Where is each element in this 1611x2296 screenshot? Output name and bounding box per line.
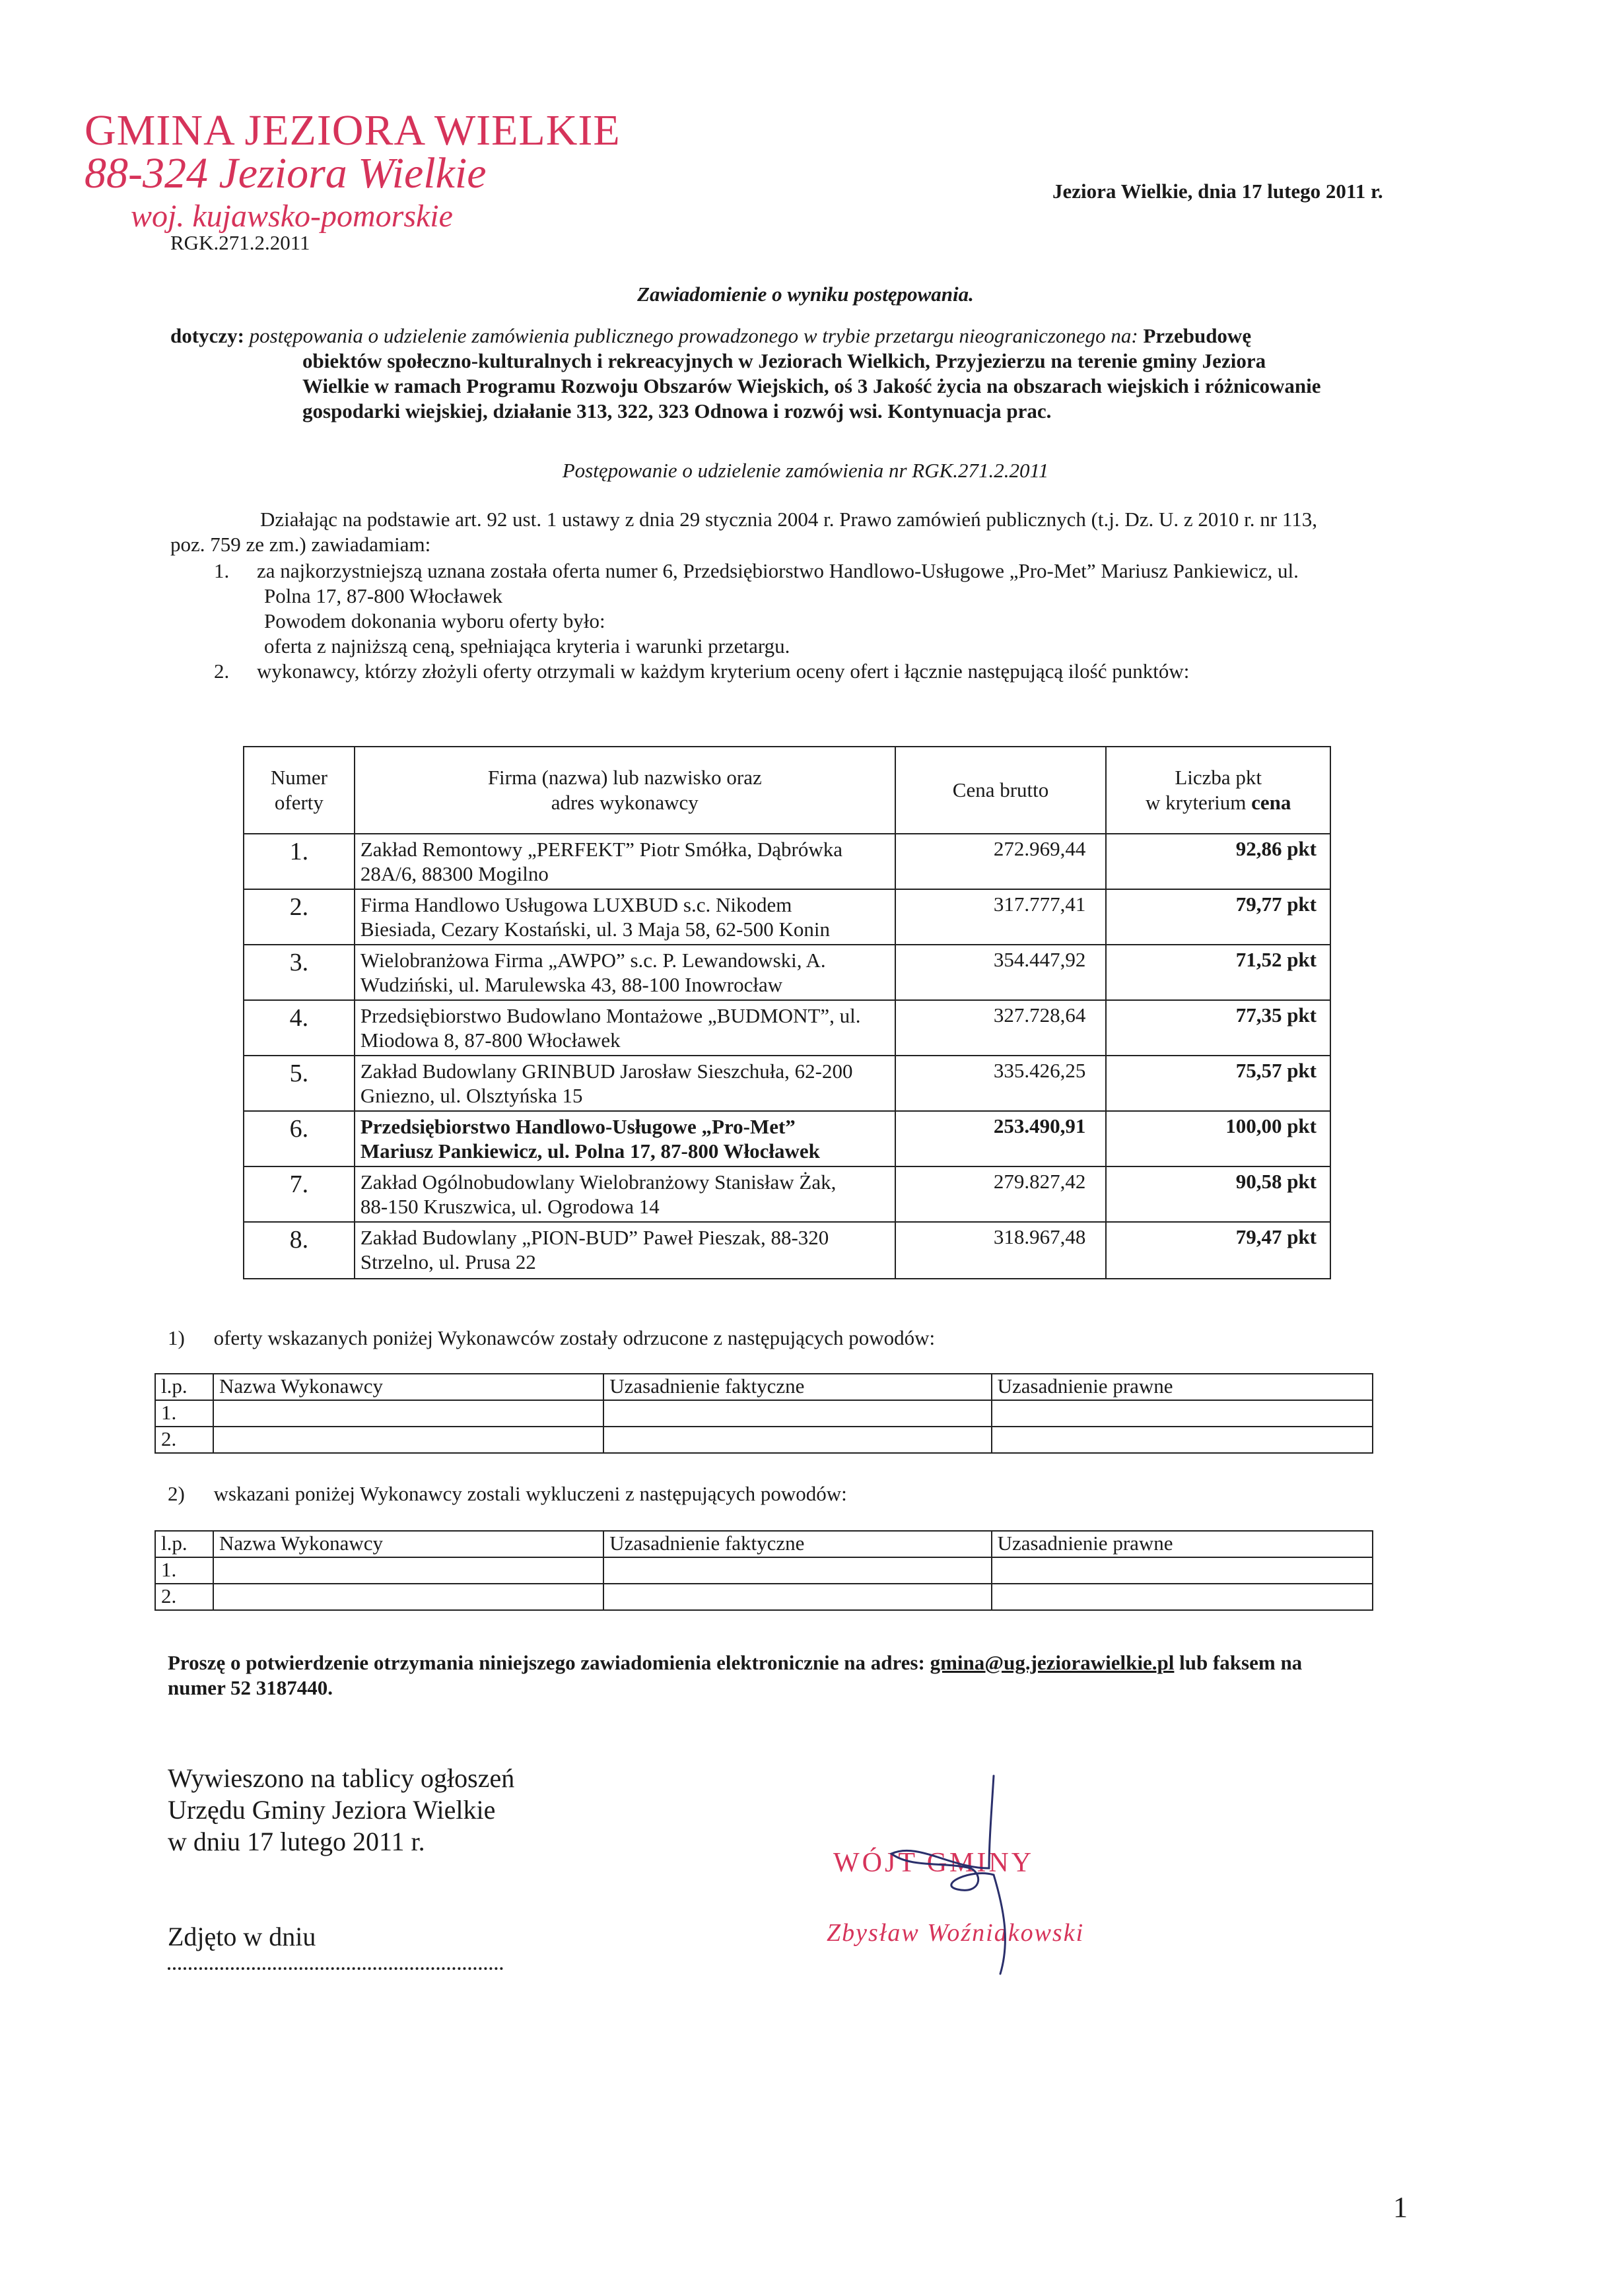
legal-basis-line2: poz. 759 ze zm.) zawiadamiam: xyxy=(170,533,431,556)
legal-basis xyxy=(170,507,1425,557)
stamp-voivodeship: woj. kujawsko-pomorskie xyxy=(131,199,453,234)
offer-firm: Zakład Budowlany „PION-BUD” Paweł Pieszak, 88-320 Strzelno, ul. Prusa 22 xyxy=(355,1222,895,1279)
offer-price: 253.490,91 xyxy=(895,1111,1107,1166)
place-date: Jeziora Wielkie, dnia 17 lutego 2011 r. xyxy=(1052,180,1383,203)
legal-basis-line1: Działając na podstawie art. 92 ust. 1 ustawy z dnia 29 stycznia 2004 r. Prawo zamówień publicznych (t.j. Dz. U. z 2010 r. nr 113, xyxy=(260,508,1317,531)
regarding-line1-tail: Przebudowę xyxy=(1143,324,1252,347)
posted-line2: Urzędu Gminy Jeziora Wielkie xyxy=(168,1795,496,1825)
header-name: Nazwa Wykonawcy xyxy=(213,1374,603,1400)
table-row xyxy=(155,1427,1373,1453)
signature-name: Zbysław Woźniakowski xyxy=(827,1919,1085,1947)
table-row xyxy=(244,1056,1330,1111)
header-lp: l.p. xyxy=(155,1374,213,1400)
offer-price: 318.967,48 xyxy=(895,1222,1107,1279)
excluded-header-row xyxy=(155,1531,1373,1557)
table-row-winner xyxy=(244,1111,1330,1166)
point-2-line1: wykonawcy, którzy złożyli oferty otrzymali w każdym kryterium oceny ofert i łącznie następującą ilość punktów: xyxy=(257,659,1190,683)
offer-number: 5. xyxy=(244,1056,355,1111)
point-1 xyxy=(214,558,1402,684)
page-number: 1 xyxy=(1393,2191,1408,2223)
rejected-header-row xyxy=(155,1374,1373,1400)
offer-firm: Zakład Budowlany GRINBUD Jarosław Sieszchuła, 62-200 Gniezno, ul. Olsztyńska 15 xyxy=(355,1056,895,1111)
removed-label: Zdjęto w dniu xyxy=(168,1922,316,1951)
offer-number: 1. xyxy=(244,834,355,889)
offer-firm: Przedsiębiorstwo Handlowo-Usługowe „Pro-Met” Mariusz Pankiewicz, ul. Polna 17, 87-800 Włocławek xyxy=(355,1111,895,1166)
excluded-number: 2) xyxy=(168,1482,185,1505)
point-1-line2: Polna 17, 87-800 Włocławek xyxy=(264,584,503,607)
stamp-postcode: 88-324 Jeziora Wielkie xyxy=(85,149,487,197)
header-factual: Uzasadnienie faktyczne xyxy=(603,1374,991,1400)
row-lp: 2. xyxy=(155,1427,213,1453)
offer-price: 317.777,41 xyxy=(895,889,1107,945)
fax-number: numer 52 3187440. xyxy=(168,1676,333,1699)
excluded-text: wskazani poniżej Wykonawcy zostali wykluczeni z następujących powodów: xyxy=(213,1482,847,1505)
offer-points: 71,52 pkt xyxy=(1106,945,1330,1000)
table-row xyxy=(155,1400,1373,1427)
offer-points: 100,00 pkt xyxy=(1106,1111,1330,1166)
offer-price: 354.447,92 xyxy=(895,945,1107,1000)
table-row xyxy=(244,1222,1330,1279)
offers-table xyxy=(243,746,1331,1279)
proceeding-number: Postępowanie o udzielenie zamówienia nr RGK.271.2.2011 xyxy=(562,459,1049,482)
offer-number: 2. xyxy=(244,889,355,945)
header-firm: Firma (nazwa) lub nazwisko oraz adres wykonawcy xyxy=(355,747,895,834)
table-row xyxy=(244,945,1330,1000)
regarding-block xyxy=(170,323,1412,424)
stamp-municipality: GMINA JEZIORA WIELKIE xyxy=(85,106,621,154)
point-1-line4: oferta z najniższą ceną, spełniająca kryteria i warunki przetargu. xyxy=(264,634,790,658)
offer-number: 3. xyxy=(244,945,355,1000)
header-offer-number: Numer oferty xyxy=(244,747,355,834)
table-row xyxy=(155,1584,1373,1610)
removed-date-line xyxy=(168,1967,503,1970)
regarding-line: gospodarki wiejskiej, działanie 313, 322, 323 Odnowa i rozwój wsi. Kontynuacja prac. xyxy=(302,399,1052,422)
header-legal: Uzasadnienie prawne xyxy=(992,1374,1373,1400)
point-1-line3: Powodem dokonania wyboru oferty było: xyxy=(264,609,605,632)
posted-line3: w dniu 17 lutego 2011 r. xyxy=(168,1827,425,1856)
table-row xyxy=(155,1557,1373,1584)
offer-price: 272.969,44 xyxy=(895,834,1107,889)
row-lp: 1. xyxy=(155,1557,213,1584)
document-title: Zawiadomienie o wyniku postępowania. xyxy=(637,283,974,306)
offer-points: 77,35 pkt xyxy=(1106,1000,1330,1056)
rejected-text: oferty wskazanych poniżej Wykonawców zostały odrzucone z następujących powodów: xyxy=(213,1326,936,1349)
header-name: Nazwa Wykonawcy xyxy=(213,1531,603,1557)
confirmation-request xyxy=(168,1650,1409,1701)
offers-header-row xyxy=(244,747,1330,834)
regarding-line: Wielkie w ramach Programu Rozwoju Obszarów Wiejskich, oś 3 Jakość życia na obszarach wiejskich i różnicowanie xyxy=(302,374,1321,397)
rejected-number: 1) xyxy=(168,1326,185,1349)
posted-note xyxy=(168,1763,514,1858)
reference-number: RGK.271.2.2011 xyxy=(170,231,310,254)
point-2-number: 2. xyxy=(214,659,230,683)
header-legal: Uzasadnienie prawne xyxy=(992,1531,1373,1557)
regarding-line: obiektów społeczno-kulturalnych i rekreacyjnych w Jeziorach Wielkich, Przyjezierzu na terenie gminy Jeziora xyxy=(302,349,1266,372)
header-lp: l.p. xyxy=(155,1531,213,1557)
row-lp: 1. xyxy=(155,1400,213,1427)
table-row xyxy=(244,889,1330,945)
table-row xyxy=(244,834,1330,889)
excluded-table xyxy=(154,1530,1373,1611)
offer-number: 7. xyxy=(244,1166,355,1222)
regarding-intro: postępowania o udzielenie zamówienia publicznego prowadzonego w trybie przetargu nieograniczonego na: xyxy=(249,324,1138,347)
offer-points: 75,57 pkt xyxy=(1106,1056,1330,1111)
rejected-intro xyxy=(168,1326,935,1351)
offer-firm: Firma Handlowo Usługowa LUXBUD s.c. Nikodem Biesiada, Cezary Kostański, ul. 3 Maja 58, 62-500 Konin xyxy=(355,889,895,945)
excluded-intro xyxy=(168,1481,847,1506)
offer-firm: Przedsiębiorstwo Budowlano Montażowe „BUDMONT”, ul. Miodowa 8, 87-800 Włocławek xyxy=(355,1000,895,1056)
offer-number: 4. xyxy=(244,1000,355,1056)
offer-number: 8. xyxy=(244,1222,355,1279)
confirmation-post: lub faksem na xyxy=(1179,1651,1303,1674)
table-row xyxy=(244,1000,1330,1056)
confirmation-pre: Proszę o potwierdzenie otrzymania niniejszego zawiadomienia elektronicznie na adres: xyxy=(168,1651,925,1674)
offer-price: 279.827,42 xyxy=(895,1166,1107,1222)
offer-firm: Zakład Remontowy „PERFEKT” Piotr Smółka, Dąbrówka 28A/6, 88300 Mogilno xyxy=(355,834,895,889)
posted-line1: Wywieszono na tablicy ogłoszeń xyxy=(168,1763,515,1793)
header-price: Cena brutto xyxy=(895,747,1107,834)
row-lp: 2. xyxy=(155,1584,213,1610)
offer-points: 79,77 pkt xyxy=(1106,889,1330,945)
offer-firm: Wielobranżowa Firma „AWPO” s.c. P. Lewandowski, A. Wudziński, ul. Marulewska 43, 88-100 Inowrocław xyxy=(355,945,895,1000)
point-1-number: 1. xyxy=(214,559,230,582)
email-link[interactable]: gmina@ug.jeziorawielkie.pl xyxy=(930,1651,1175,1674)
rejected-table xyxy=(154,1373,1373,1454)
offer-firm: Zakład Ogólnobudowlany Wielobranżowy Stanisław Żak, 88-150 Kruszwica, ul. Ogrodowa 14 xyxy=(355,1166,895,1222)
point-1-line1: za najkorzystniejszą uznana została oferta numer 6, Przedsiębiorstwo Handlowo-Usługowe „Pro-Met” Mariusz Pankiewicz, ul. xyxy=(257,559,1299,582)
offer-points: 92,86 pkt xyxy=(1106,834,1330,889)
offer-price: 335.426,25 xyxy=(895,1056,1107,1111)
regarding-label: dotyczy: xyxy=(170,324,244,347)
offer-number: 6. xyxy=(244,1111,355,1166)
signature-title: WÓJT GMINY xyxy=(833,1848,1035,1878)
offer-points: 90,58 pkt xyxy=(1106,1166,1330,1222)
offer-price: 327.728,64 xyxy=(895,1000,1107,1056)
table-row xyxy=(244,1166,1330,1222)
header-factual: Uzasadnienie faktyczne xyxy=(603,1531,991,1557)
offer-points: 79,47 pkt xyxy=(1106,1222,1330,1279)
header-points: Liczba pkt w kryterium cena xyxy=(1106,747,1330,834)
handwritten-signature xyxy=(819,1769,1083,1980)
